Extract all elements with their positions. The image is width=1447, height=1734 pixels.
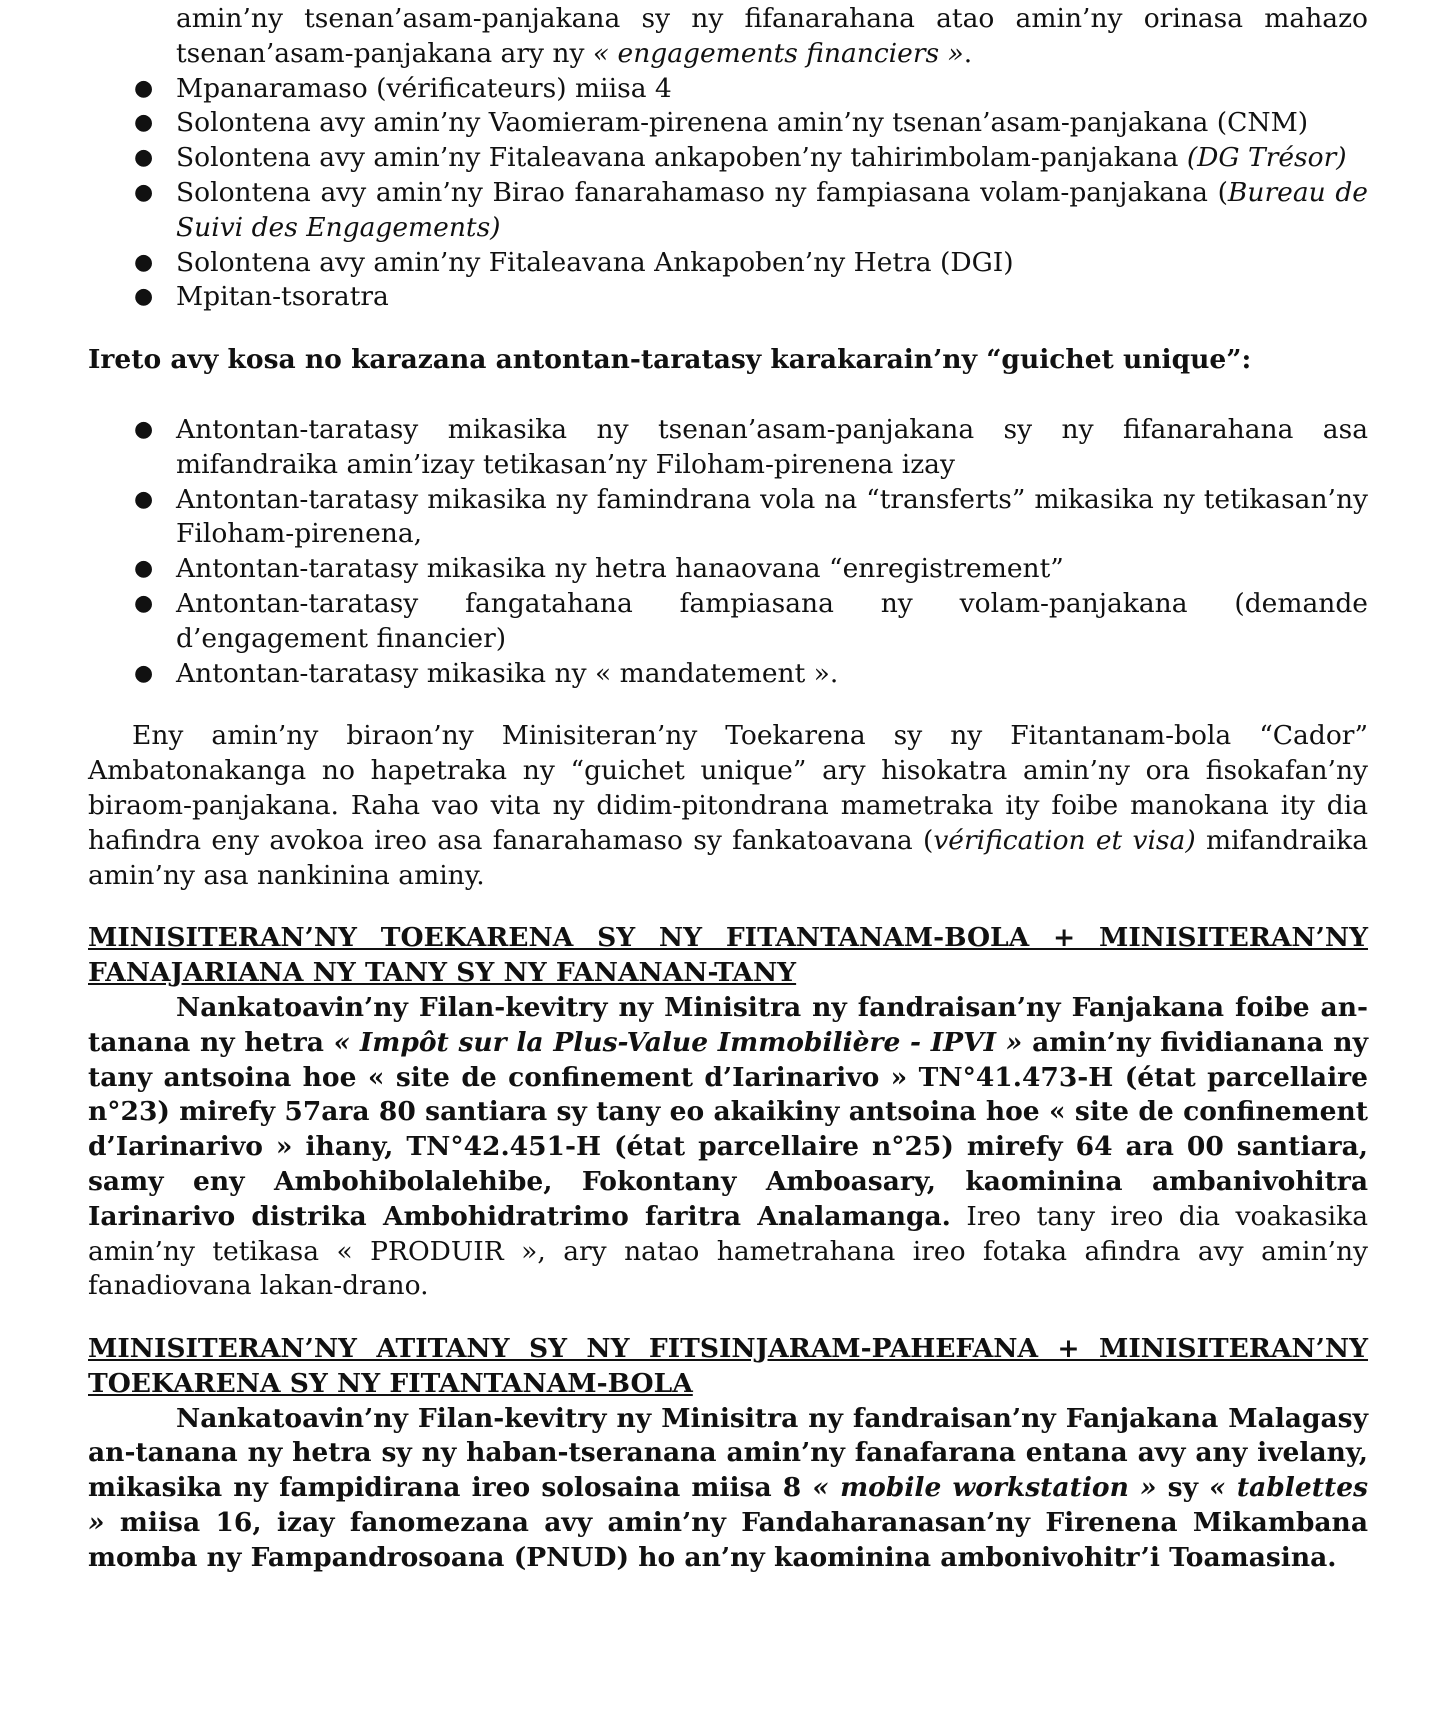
list-item: ● Antontan-taratasy mikasika ny « mandatement ». [88,657,1368,692]
bullet-icon: ● [134,660,154,686]
bullet-icon: ● [134,249,154,275]
continuation-italic: « engagements financiers » [592,37,964,69]
section-heading-2: MINISITERAN’NY ATITANY SY NY FITSINJARAM-PAHEFANA + MINISITERAN’NY TOEKARENA SY NY FITANTANAM-BOLA [88,1333,1368,1399]
bullet-icon: ● [134,590,154,616]
bullet-icon: ● [134,75,154,101]
bullet-icon: ● [134,145,154,171]
list-item: ● Solontena avy amin’ny Fitaleavana ankapoben’ny tahirimbolam-panjakana (DG Trésor) [88,141,1368,176]
continuation-end: . [963,37,973,69]
documents-heading: Ireto avy kosa no karazana antontan-taratasy karakarain’ny “guichet unique”: [88,344,1252,376]
list-item: ● Antontan-taratasy mikasika ny tsenan’asam-panjakana sy ny fifanarahana asa mifandraika amin’izay tetikasan’ny Filoham-pirenena izay [134,413,1368,480]
documents-list [88,413,1368,691]
list-item: ● Mpanaramaso (vérificateurs) miisa 4 [88,72,1368,107]
list-item: ● Antontan-taratasy fangatahana fampiasana ny volam-panjakana (demande d’engagement financier) [134,587,1368,654]
bullet-icon: ● [134,179,154,205]
list-item: ● Solontena avy amin’ny Birao fanarahamaso ny fampiasana volam-panjakana (Bureau de Suivi des Engagements) [134,176,1368,243]
bullet-icon: ● [134,110,154,136]
members-continuation [88,2,1368,72]
continuation-text: amin’ny tsenan’asam-panjakana sy ny fifanarahana atao amin’ny orinasa mahazo tsenan’asam-panjakana ary ny [176,3,1368,69]
list-item: ● Antontan-taratasy mikasika ny hetra hanaovana “enregistrement” [88,552,1368,587]
section-1-body: Nankatoavin’ny Filan-kevitry ny Minisitra ny fandraisan’ny Fanjakana foibe an-tanana ny hetra « Impôt sur la Plus-Value Immobilière - IPVI » amin’ny fividianana ny tany antsoina hoe « site de confinement d’Iarinarivo » TN°41.473-H (état parcellaire n°23) mirefy 57ara 80 santiara sy tany eo akaikiny antsoina hoe « site de confinement d’Iarinarivo » ihany, TN°42.451-H (état parcellaire n°25) mirefy 64 ara 00 santiara, samy eny Ambohibolalehibe, Fokontany Amboasary, kaominina ambanivohitra Iarinarivo distrika Ambohidratrimo faritra Analamanga. Ireo tany ireo dia voakasika amin’ny tetikasa « PRODUIR », ary natao hametrahana ireo fotaka afindra avy amin’ny fanadiovana lakan-drano. [88,991,1368,1302]
bullet-icon: ● [134,556,154,582]
list-item: ● Antontan-taratasy mikasika ny famindrana vola na “transferts” mikasika ny tetikasan’ny Filoham-pirenena, [134,483,1368,550]
document-page [88,2,1368,1576]
bullet-icon: ● [134,486,154,512]
bullet-icon: ● [134,284,154,310]
list-item: ● Solontena avy amin’ny Vaomieram-pirenena amin’ny tsenan’asam-panjakana (CNM) [88,106,1368,141]
list-item: ● Mpitan-tsoratra [88,280,1368,315]
cador-paragraph: Eny amin’ny biraon’ny Minisiteran’ny Toekarena sy ny Fitantanam-bola “Cador” Ambatonakanga no hapetraka ny “guichet unique” ary hisokatra amin’ny ora fisokafan’ny biraom-panjakana. Raha vao vita ny didim-pitondrana mametraka ity foibe manokana ity dia hafindra eny avokoa ireo asa fanarahamaso sy fankatoavana (vérification et visa) mifandraika amin’ny asa nankinina aminy. [88,720,1368,891]
section-2-body: Nankatoavin’ny Filan-kevitry ny Minisitra ny fandraisan’ny Fanjakana Malagasy an-tanana ny hetra sy ny haban-tseranana amin’ny fanafarana entana avy any ivelany, mikasika ny fampidirana ireo solosaina miisa 8 « mobile workstation » sy « tablettes » miisa 16, izay fanomezana avy amin’ny Fandaharanasan’ny Firenena Mikambana momba ny Fampandrosoana (PNUD) ho an’ny kaominina ambonivohitr’i Toamasina. [88,1402,1368,1573]
bullet-icon: ● [134,416,154,442]
section-heading-1: MINISITERAN’NY TOEKARENA SY NY FITANTANAM-BOLA + MINISITERAN’NY FANAJARIANA NY TANY SY NY FANANAN-TANY [88,922,1368,989]
members-list [88,72,1368,316]
list-item: ● Solontena avy amin’ny Fitaleavana Ankapoben’ny Hetra (DGI) [88,246,1368,281]
